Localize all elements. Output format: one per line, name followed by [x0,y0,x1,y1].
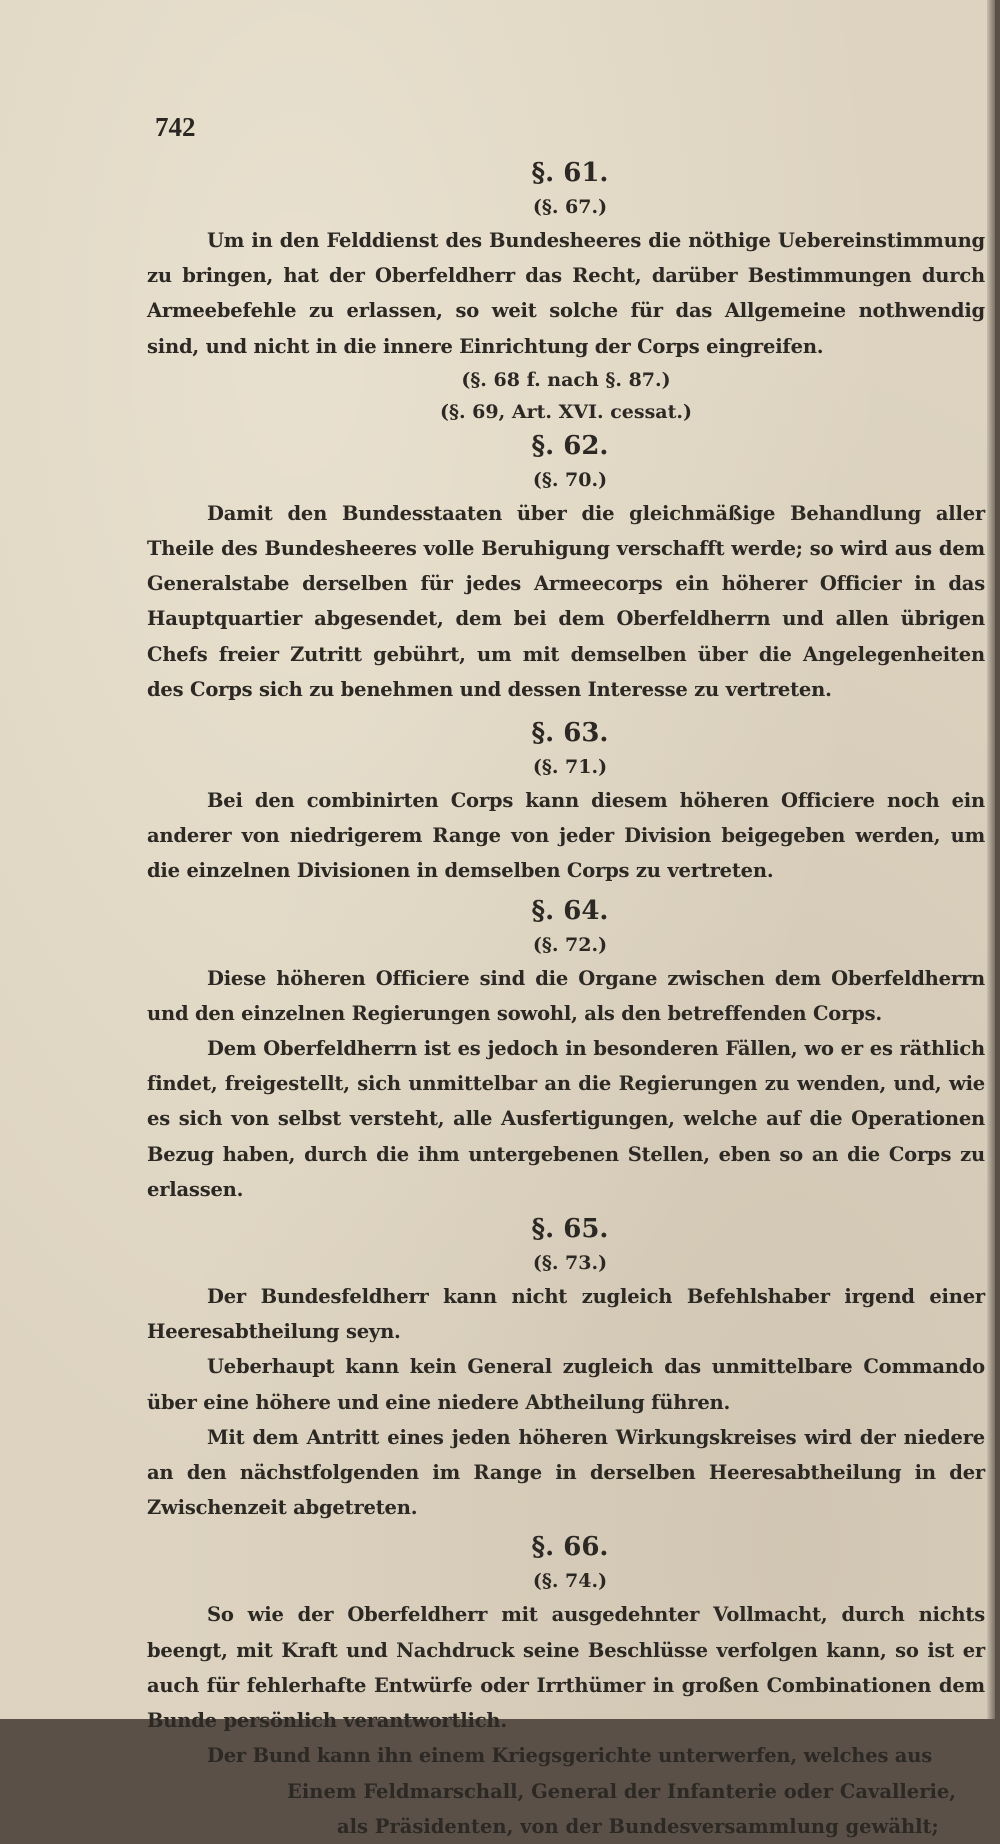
list-item [147,1774,985,1844]
section-note: (§. 69, Art. XVI. cessat.) [440,400,692,423]
section-reference: (§. 70.) [532,468,608,491]
paragraph: Der Bundesfeldherr kann nicht zugleich Befehlshaber irgend einer Heeresabtheilung seyn. [147,1285,985,1344]
paragraph: Damit den Bundesstaaten über die gleichmäßige Behandlung aller Theile des Bundesheeres volle Beruhigung verschafft werde; so wird aus dem Generalstabe derselben für jedes Armeecorps ein höherer Officier in das Hauptquartier abgesendet, dem bei dem Oberfeldherrn und allen übrigen Chefs freier Zutritt gebührt, um mit demselben über die Angelegenheiten des Corps sich zu benehmen und dessen Interesse zu vertreten. [147,501,985,701]
section-61 [147,155,985,428]
paragraph: Bei den combinirten Corps kann diesem höheren Officiere noch ein anderer von niedrigerem Range von jeder Division beigegeben werden, um die einzelnen Divisionen in demselben Corps zu vertreten. [147,789,985,883]
section-note: (§. 68 f. nach §. 87.) [461,368,671,391]
section-heading: §. 66. [531,1532,609,1563]
paragraph: Um in den Felddienst des Bundesheeres die nöthige Uebereinstimmung zu bringen, hat der Oberfeldherr das Recht, darüber Bestimmungen durch Armeebefehle zu erlassen, so weit solche für das Allgemeine nothwendig sind, und nicht in die innere Einrichtung der Corps eingreifen. [147,229,985,358]
section-reference: (§. 67.) [532,196,608,218]
section-65 [147,1211,985,1525]
section-63 [147,715,985,889]
section-62 [147,428,985,707]
section-heading: §. 62. [531,430,609,461]
paragraph: Mit dem Antritt eines jeden höheren Wirkungskreises wird der niedere an den nächstfolgenden im Range in derselben Heeresabtheilung in der Zwischenzeit abgetreten. [147,1425,985,1520]
section-reference: (§. 73.) [532,1252,608,1275]
section-reference: (§. 71.) [532,756,608,779]
paragraph: Der Bund kann ihn einem Kriegsgerichte unterwerfen, welches aus [207,1744,933,1768]
section-64 [147,893,985,1207]
page-edge-shadow [987,0,995,1719]
section-reference: (§. 74.) [532,1570,608,1593]
section-heading: §. 64. [531,895,609,926]
section-heading: §. 63. [531,718,609,749]
section-reference: (§. 72.) [532,933,608,956]
paragraph: Diese höheren Officiere sind die Organe zwischen dem Oberfeldherrn und den einzelnen Regierungen sowohl, als den betreffenden Corps. [147,966,985,1025]
section-heading: §. 61. [531,158,609,188]
paragraph: Dem Oberfeldherrn ist es jedoch in besonderen Fällen, wo er es räthlich findet, freigestellt, sich unmittelbar an die Regierungen zu wenden, und, wie es sich von selbst versteht, alle Ausfertigungen, welche auf die Operationen Bezug haben, durch die ihm untergebenen Stellen, eben so an die Corps zu erlassen. [147,1037,985,1201]
section-heading: §. 65. [531,1214,609,1245]
page-body [147,155,985,1844]
paragraph: So wie der Oberfeldherr mit ausgedehnter Vollmacht, durch nichts beengt, mit Kraft und Nachdruck seine Beschlüsse verfolgen kann, so ist er auch für fehlerhafte Entwürfe oder Irrthümer in großen Combinationen dem Bunde persönlich verantwortlich. [147,1603,985,1733]
page-number: 742 [155,112,196,142]
list-item-text: Einem Feldmarschall, General der Infanterie oder Cavallerie, als Präsidenten, von der Bundesversammlung gewählt; [287,1779,957,1838]
paragraph: Ueberhaupt kann kein General zugleich das unmittelbare Commando über eine höhere und eine niedere Abtheilung führen. [147,1355,985,1414]
section-66 [147,1529,985,1843]
